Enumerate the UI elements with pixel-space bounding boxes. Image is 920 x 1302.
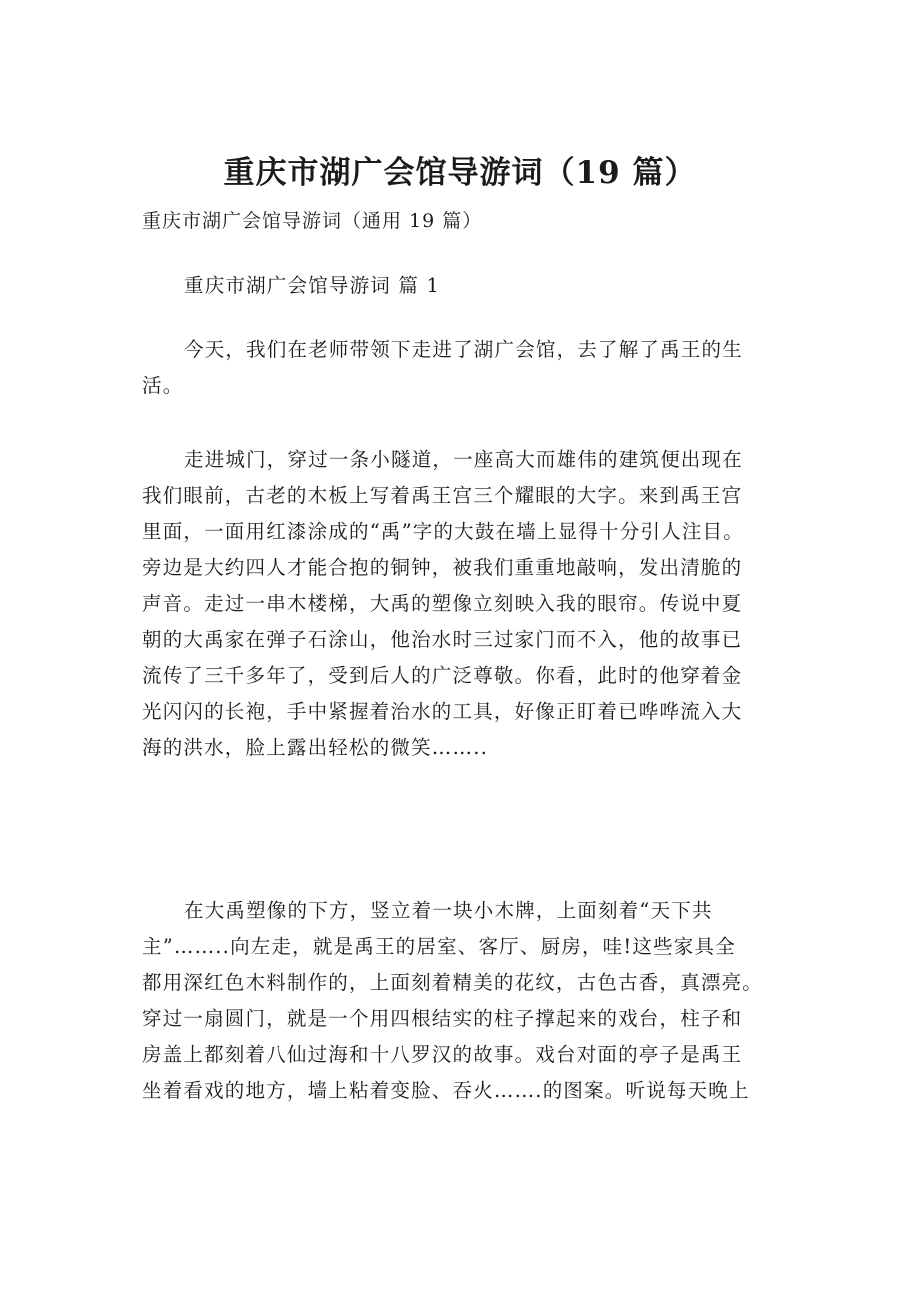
paragraph-line: 海的洪水，脸上露出轻松的微笑…….. [142,736,488,759]
paragraph-line: 今天，我们在老师带领下走进了湖广会馆，去了解了禹王的生 [184,338,743,361]
paragraph-line: 穿过一扇圆门，就是一个用四根结实的柱子撑起来的戏台，柱子和 [142,1007,743,1030]
paragraph-line: 都用深红色木料制作的，上面刻着精美的花纹，古色古香，真漂亮。 [142,971,764,994]
paragraph-line: 在大禹塑像的下方，竖立着一块小木牌，上面刻着“天下共 [184,899,713,922]
section-heading: 重庆市湖广会馆导游词 篇 1 [184,274,441,297]
paragraph-line: 声音。走过一串木楼梯，大禹的塑像立刻映入我的眼帘。传说中夏 [142,592,743,615]
paragraph-line: 主”……..向左走，就是禹王的居室、客厅、厨房，哇!这些家具全 [142,935,736,958]
section-heading-block [142,268,822,304]
document-title: 重庆市湖广会馆导游词（19 篇） [223,155,697,191]
paragraph-line: 活。 [142,374,184,397]
paragraph-line: 房盖上都刻着八仙过海和十八罗汉的故事。戏台对面的亭子是禹王 [142,1043,743,1066]
paragraph-line: 里面，一面用红漆涂成的“禹”字的大鼓在墙上显得十分引人注目。 [142,520,744,543]
paragraph-line: 流传了三千多年了，受到后人的广泛尊敬。你看，此时的他穿着金 [142,664,743,687]
paragraph-line: 朝的大禹家在弹子石涂山，他治水时三过家门而不入，他的故事已 [142,628,743,651]
paragraph-3 [142,893,822,1109]
paragraph-line: 旁边是大约四人才能合抱的铜钟，被我们重重地敲响，发出清脆的 [142,556,743,579]
paragraph-line: 走进城门，穿过一条小隧道，一座高大而雄伟的建筑便出现在 [184,448,743,471]
paragraph-line: 光闪闪的长袍，手中紧握着治水的工具，好像正盯着已哗哗流入大 [142,700,743,723]
paragraph-1 [142,332,822,404]
document-subtitle: 重庆市湖广会馆导游词（通用 19 篇） [142,210,483,232]
paragraph-line: 我们眼前，古老的木板上写着禹王宫三个耀眼的大字。来到禹王宫 [142,484,743,507]
paragraph-line: 坐着看戏的地方，墙上粘着变脸、吞火…….的图案。听说每天晚上 [142,1079,750,1102]
paragraph-2 [142,442,822,766]
